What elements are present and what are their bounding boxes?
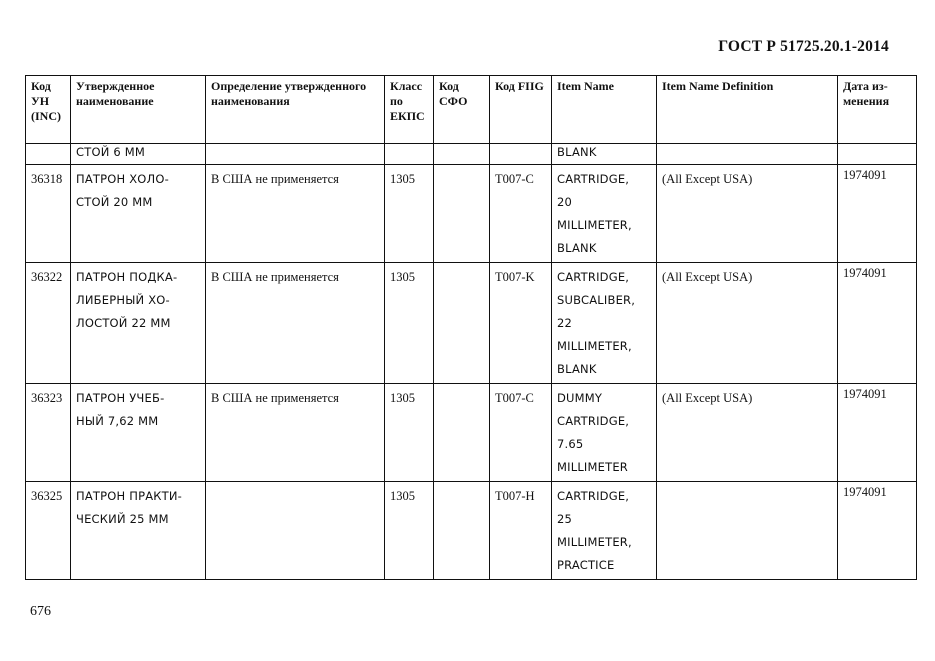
col-header-approved-name: Утвержденное наименование xyxy=(71,76,206,144)
cell-definition xyxy=(206,165,385,263)
table-row-continuation xyxy=(26,144,917,165)
col-header-definition: Определение утвержденного наименования xyxy=(206,76,385,144)
nomenclature-table xyxy=(25,75,917,580)
cell-name-line: ЛОСТОЙ 22 ММ xyxy=(76,316,171,330)
cell-class-text: 1305 xyxy=(390,489,415,503)
cell-item-name-line: CARTRIDGE, xyxy=(557,414,630,428)
cell-name xyxy=(71,263,206,384)
cell-item-name-line: SUBCALIBER, xyxy=(557,293,636,307)
cell-item-name xyxy=(552,482,657,580)
cell-date-text: 1974091 xyxy=(843,387,887,401)
cell-item-definition xyxy=(657,165,838,263)
cell-class xyxy=(385,144,434,165)
cell-sfo xyxy=(434,165,490,263)
cell-item-definition-text: (All Except USA) xyxy=(662,172,753,186)
cell-fiig xyxy=(490,384,552,482)
cell-item-name xyxy=(552,263,657,384)
cell-inc xyxy=(26,165,71,263)
cell-definition xyxy=(206,144,385,165)
cell-item-name-line: CARTRIDGE, xyxy=(557,172,630,186)
cell-item-name-line: 25 xyxy=(557,512,573,526)
table-row xyxy=(26,263,917,384)
cell-item-name-line: 7.65 xyxy=(557,437,584,451)
cell-sfo xyxy=(434,144,490,165)
cell-definition xyxy=(206,263,385,384)
cell-fiig xyxy=(490,165,552,263)
cell-fiig-text: T007-C xyxy=(495,172,534,186)
cell-sfo xyxy=(434,263,490,384)
cell-name-line: СТОЙ 20 ММ xyxy=(76,195,153,209)
document-id: ГОСТ Р 51725.20.1-2014 xyxy=(718,38,889,55)
cell-class xyxy=(385,165,434,263)
cell-item-name: BLANK xyxy=(552,144,657,165)
cell-item-name-line: MILLIMETER, xyxy=(557,218,632,232)
cell-name-line: ПАТРОН ПРАКТИ- xyxy=(76,489,183,503)
cell-inc-text: 36325 xyxy=(31,489,63,503)
page-number: 676 xyxy=(30,604,51,619)
cell-item-definition xyxy=(657,144,838,165)
cell-name xyxy=(71,165,206,263)
cell-name-line: ЛИБЕРНЫЙ ХО- xyxy=(76,293,170,307)
cell-item-name-line: CARTRIDGE, xyxy=(557,489,630,503)
cell-item-definition-text: (All Except USA) xyxy=(662,270,753,284)
cell-fiig xyxy=(490,263,552,384)
cell-inc-text: 36322 xyxy=(31,270,63,284)
cell-name-line: ПАТРОН ПОДКА- xyxy=(76,270,178,284)
cell-name-line: ЧЕСКИЙ 25 ММ xyxy=(76,512,169,526)
cell-definition-text: В США не применяется xyxy=(211,270,339,284)
table-row xyxy=(26,384,917,482)
col-header-change-date: Дата из-менения xyxy=(838,76,917,144)
cell-date xyxy=(838,482,917,580)
cell-item-definition-text: (All Except USA) xyxy=(662,391,753,405)
cell-item-name-line: DUMMY xyxy=(557,391,603,405)
cell-item-name-line: BLANK xyxy=(557,362,597,376)
cell-date xyxy=(838,165,917,263)
cell-fiig-text: T007-K xyxy=(495,270,535,284)
cell-date xyxy=(838,263,917,384)
cell-class-text: 1305 xyxy=(390,172,415,186)
cell-date-text: 1974091 xyxy=(843,168,887,182)
cell-sfo xyxy=(434,384,490,482)
cell-name: СТОЙ 6 ММ xyxy=(71,144,206,165)
cell-class xyxy=(385,482,434,580)
cell-item-name-line: BLANK xyxy=(557,241,597,255)
cell-definition-text: В США не применяется xyxy=(211,172,339,186)
cell-fiig-text: T007-C xyxy=(495,391,534,405)
cell-item-definition xyxy=(657,263,838,384)
cell-item-name-line: PRACTICE xyxy=(557,558,615,572)
cell-class xyxy=(385,384,434,482)
col-header-class: Класс по ЕКПС xyxy=(385,76,434,144)
cell-definition-text: В США не применяется xyxy=(211,391,339,405)
col-header-fiig: Код FIIG xyxy=(490,76,552,144)
cell-name-line: НЫЙ 7,62 ММ xyxy=(76,414,159,428)
cell-item-name-line: MILLIMETER, xyxy=(557,339,632,353)
cell-item-name-line: MILLIMETER, xyxy=(557,535,632,549)
cell-definition xyxy=(206,482,385,580)
cell-item-name-line: 20 xyxy=(557,195,573,209)
cell-name-line: ПАТРОН ХОЛО- xyxy=(76,172,170,186)
cell-item-definition xyxy=(657,384,838,482)
col-header-item-name-definition: Item Name Definition xyxy=(657,76,838,144)
cell-name xyxy=(71,384,206,482)
cell-name-line: ПАТРОН УЧЕБ- xyxy=(76,391,165,405)
cell-date xyxy=(838,144,917,165)
cell-inc xyxy=(26,482,71,580)
cell-sfo xyxy=(434,482,490,580)
cell-fiig xyxy=(490,482,552,580)
cell-inc-text: 36323 xyxy=(31,391,63,405)
cell-class-text: 1305 xyxy=(390,391,415,405)
cell-date xyxy=(838,384,917,482)
cell-fiig xyxy=(490,144,552,165)
cell-item-name-line: MILLIMETER xyxy=(557,460,628,474)
col-header-item-name: Item Name xyxy=(552,76,657,144)
cell-inc xyxy=(26,144,71,165)
cell-date-text: 1974091 xyxy=(843,485,887,499)
table-row xyxy=(26,165,917,263)
col-header-sfo: Код СФО xyxy=(434,76,490,144)
cell-fiig-text: T007-H xyxy=(495,489,535,503)
cell-class-text: 1305 xyxy=(390,270,415,284)
cell-item-name-line: 22 xyxy=(557,316,573,330)
cell-inc xyxy=(26,384,71,482)
cell-definition xyxy=(206,384,385,482)
cell-inc xyxy=(26,263,71,384)
cell-item-name xyxy=(552,165,657,263)
cell-class xyxy=(385,263,434,384)
cell-date-text: 1974091 xyxy=(843,266,887,280)
cell-item-definition xyxy=(657,482,838,580)
cell-name xyxy=(71,482,206,580)
col-header-inc: Код УН (INC) xyxy=(26,76,71,144)
cell-item-name xyxy=(552,384,657,482)
table-header-row xyxy=(26,76,917,144)
cell-inc-text: 36318 xyxy=(31,172,63,186)
cell-item-name-line: CARTRIDGE, xyxy=(557,270,630,284)
table-row xyxy=(26,482,917,580)
